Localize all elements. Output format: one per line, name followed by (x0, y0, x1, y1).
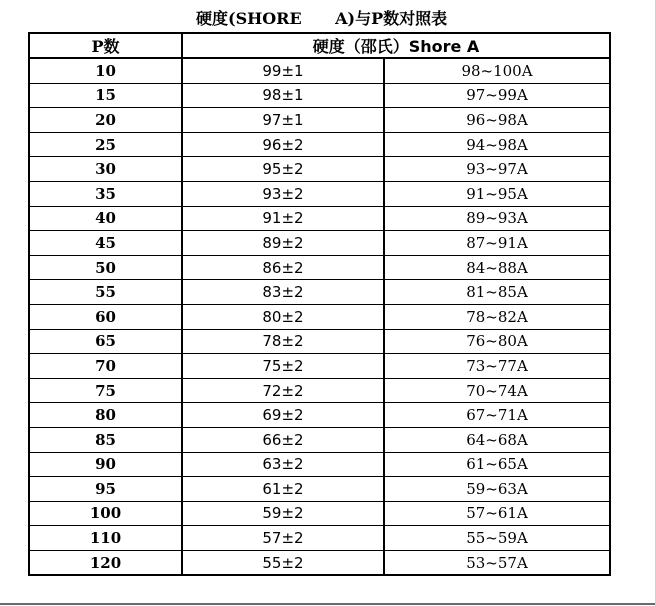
table-row (29, 206, 610, 231)
cell-value: 75±2 (182, 354, 384, 379)
header-p: P数 (29, 33, 182, 58)
cell-value: 63±2 (182, 452, 384, 477)
cell-value: 72±2 (182, 378, 384, 403)
cell-range: 53~57A (384, 550, 610, 575)
table-row (29, 378, 610, 403)
hardness-table (28, 32, 611, 576)
table-row (29, 132, 610, 157)
cell-value: 95±2 (182, 157, 384, 182)
table-row (29, 526, 610, 551)
table-title (0, 8, 656, 30)
cell-range: 55~59A (384, 526, 610, 551)
cell-p: 45 (29, 231, 182, 256)
cell-p: 80 (29, 403, 182, 428)
cell-range: 84~88A (384, 255, 610, 280)
cell-value: 55±2 (182, 550, 384, 575)
table-row (29, 452, 610, 477)
cell-range: 73~77A (384, 354, 610, 379)
cell-range: 98~100A (384, 58, 610, 83)
cell-range: 89~93A (384, 206, 610, 231)
cell-value: 86±2 (182, 255, 384, 280)
cell-value: 78±2 (182, 329, 384, 354)
cell-value: 69±2 (182, 403, 384, 428)
cell-range: 64~68A (384, 427, 610, 452)
cell-p: 35 (29, 181, 182, 206)
table-title-text: 硬度(SHORE A)与P数对照表 (196, 9, 448, 28)
cell-value: 66±2 (182, 427, 384, 452)
cell-range: 96~98A (384, 108, 610, 133)
table-row (29, 427, 610, 452)
cell-range: 97~99A (384, 83, 610, 108)
cell-range: 70~74A (384, 378, 610, 403)
cell-p: 65 (29, 329, 182, 354)
cell-range: 87~91A (384, 231, 610, 256)
table-row (29, 403, 610, 428)
cell-value: 93±2 (182, 181, 384, 206)
table-row (29, 501, 610, 526)
cell-p: 50 (29, 255, 182, 280)
cell-value: 98±1 (182, 83, 384, 108)
cell-value: 59±2 (182, 501, 384, 526)
cell-p: 10 (29, 58, 182, 83)
cell-p: 70 (29, 354, 182, 379)
cell-value: 57±2 (182, 526, 384, 551)
cell-p: 25 (29, 132, 182, 157)
table-row (29, 329, 610, 354)
table-row (29, 108, 610, 133)
header-hardness: 硬度（邵氏）Shore A (182, 33, 610, 58)
table-row (29, 255, 610, 280)
cell-p: 85 (29, 427, 182, 452)
cell-range: 76~80A (384, 329, 610, 354)
cell-range: 91~95A (384, 181, 610, 206)
table-row (29, 58, 610, 83)
cell-range: 78~82A (384, 304, 610, 329)
cell-range: 81~85A (384, 280, 610, 305)
table-row (29, 157, 610, 182)
cell-range: 93~97A (384, 157, 610, 182)
table-row (29, 354, 610, 379)
cell-p: 40 (29, 206, 182, 231)
cell-range: 94~98A (384, 132, 610, 157)
cell-p: 110 (29, 526, 182, 551)
table-row (29, 181, 610, 206)
cell-value: 61±2 (182, 477, 384, 502)
table-row (29, 83, 610, 108)
cell-p: 60 (29, 304, 182, 329)
cell-p: 95 (29, 477, 182, 502)
cell-value: 99±1 (182, 58, 384, 83)
cell-range: 67~71A (384, 403, 610, 428)
bottom-divider (0, 603, 656, 605)
header-row (29, 33, 610, 58)
cell-value: 89±2 (182, 231, 384, 256)
cell-value: 91±2 (182, 206, 384, 231)
cell-value: 80±2 (182, 304, 384, 329)
cell-value: 83±2 (182, 280, 384, 305)
cell-range: 61~65A (384, 452, 610, 477)
cell-range: 59~63A (384, 477, 610, 502)
cell-p: 100 (29, 501, 182, 526)
cell-p: 120 (29, 550, 182, 575)
cell-p: 20 (29, 108, 182, 133)
cell-p: 15 (29, 83, 182, 108)
cell-p: 90 (29, 452, 182, 477)
table-row (29, 550, 610, 575)
cell-range: 57~61A (384, 501, 610, 526)
cell-value: 97±1 (182, 108, 384, 133)
cell-p: 55 (29, 280, 182, 305)
table-row (29, 280, 610, 305)
cell-value: 96±2 (182, 132, 384, 157)
cell-p: 30 (29, 157, 182, 182)
table-row (29, 231, 610, 256)
table-row (29, 304, 610, 329)
cell-p: 75 (29, 378, 182, 403)
table-row (29, 477, 610, 502)
